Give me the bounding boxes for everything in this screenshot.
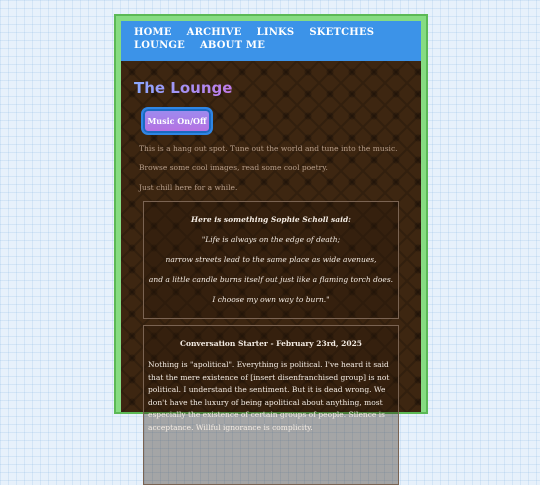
conversation-title: Conversation Starter - February 23rd, 2025 xyxy=(179,339,363,348)
intro-text-1: This is a hang out spot. Tune out the world and tune into the music. xyxy=(139,144,398,153)
music-toggle-button[interactable]: Music On/Off xyxy=(141,107,213,135)
conversation-starter-box xyxy=(143,325,399,485)
page-frame xyxy=(114,14,428,432)
page-container xyxy=(121,21,421,432)
nav-link-lounge[interactable]: LOUNGE xyxy=(134,40,185,51)
nav-link-home[interactable]: HOME xyxy=(134,27,172,38)
main-content xyxy=(121,61,421,432)
quote-line-1: "Life is always on the edge of death; xyxy=(201,235,341,244)
conversation-body: Nothing is "apolitical". Everything is political. I've heard it said that the mere existence of [insert disenfranchised group] is not political. I understand the sentiment. But it is dead wrong. We don't have the luxury of being apolitical about anything, most especially the existence of certain groups of people. Silence is acceptance. Willful ignorance is complicity. xyxy=(148,360,390,432)
nav-link-about-me[interactable]: ABOUT ME xyxy=(199,40,266,51)
page-title: The Lounge xyxy=(134,79,233,97)
quote-line-4: I choose my own way to burn." xyxy=(212,295,330,304)
intro-text-2: Browse some cool images, read some cool poetry. xyxy=(139,163,328,172)
intro-text-3: Just chill here for a while. xyxy=(139,183,238,192)
nav-link-archive[interactable]: ARCHIVE xyxy=(186,27,242,38)
nav-link-sketches[interactable]: SKETCHES xyxy=(309,27,375,38)
quote-line-2: narrow streets lead to the same place as wide avenues, xyxy=(165,255,377,264)
top-nav xyxy=(121,21,421,61)
nav-row-1 xyxy=(134,26,411,39)
nav-link-links[interactable]: LINKS xyxy=(256,27,295,38)
quote-box xyxy=(143,201,399,319)
nav-row-2 xyxy=(134,39,411,52)
quote-heading: Here is something Sophie Scholl said: xyxy=(191,215,351,224)
quote-line-3: and a little candle burns itself out just like a flaming torch does. xyxy=(148,275,394,284)
